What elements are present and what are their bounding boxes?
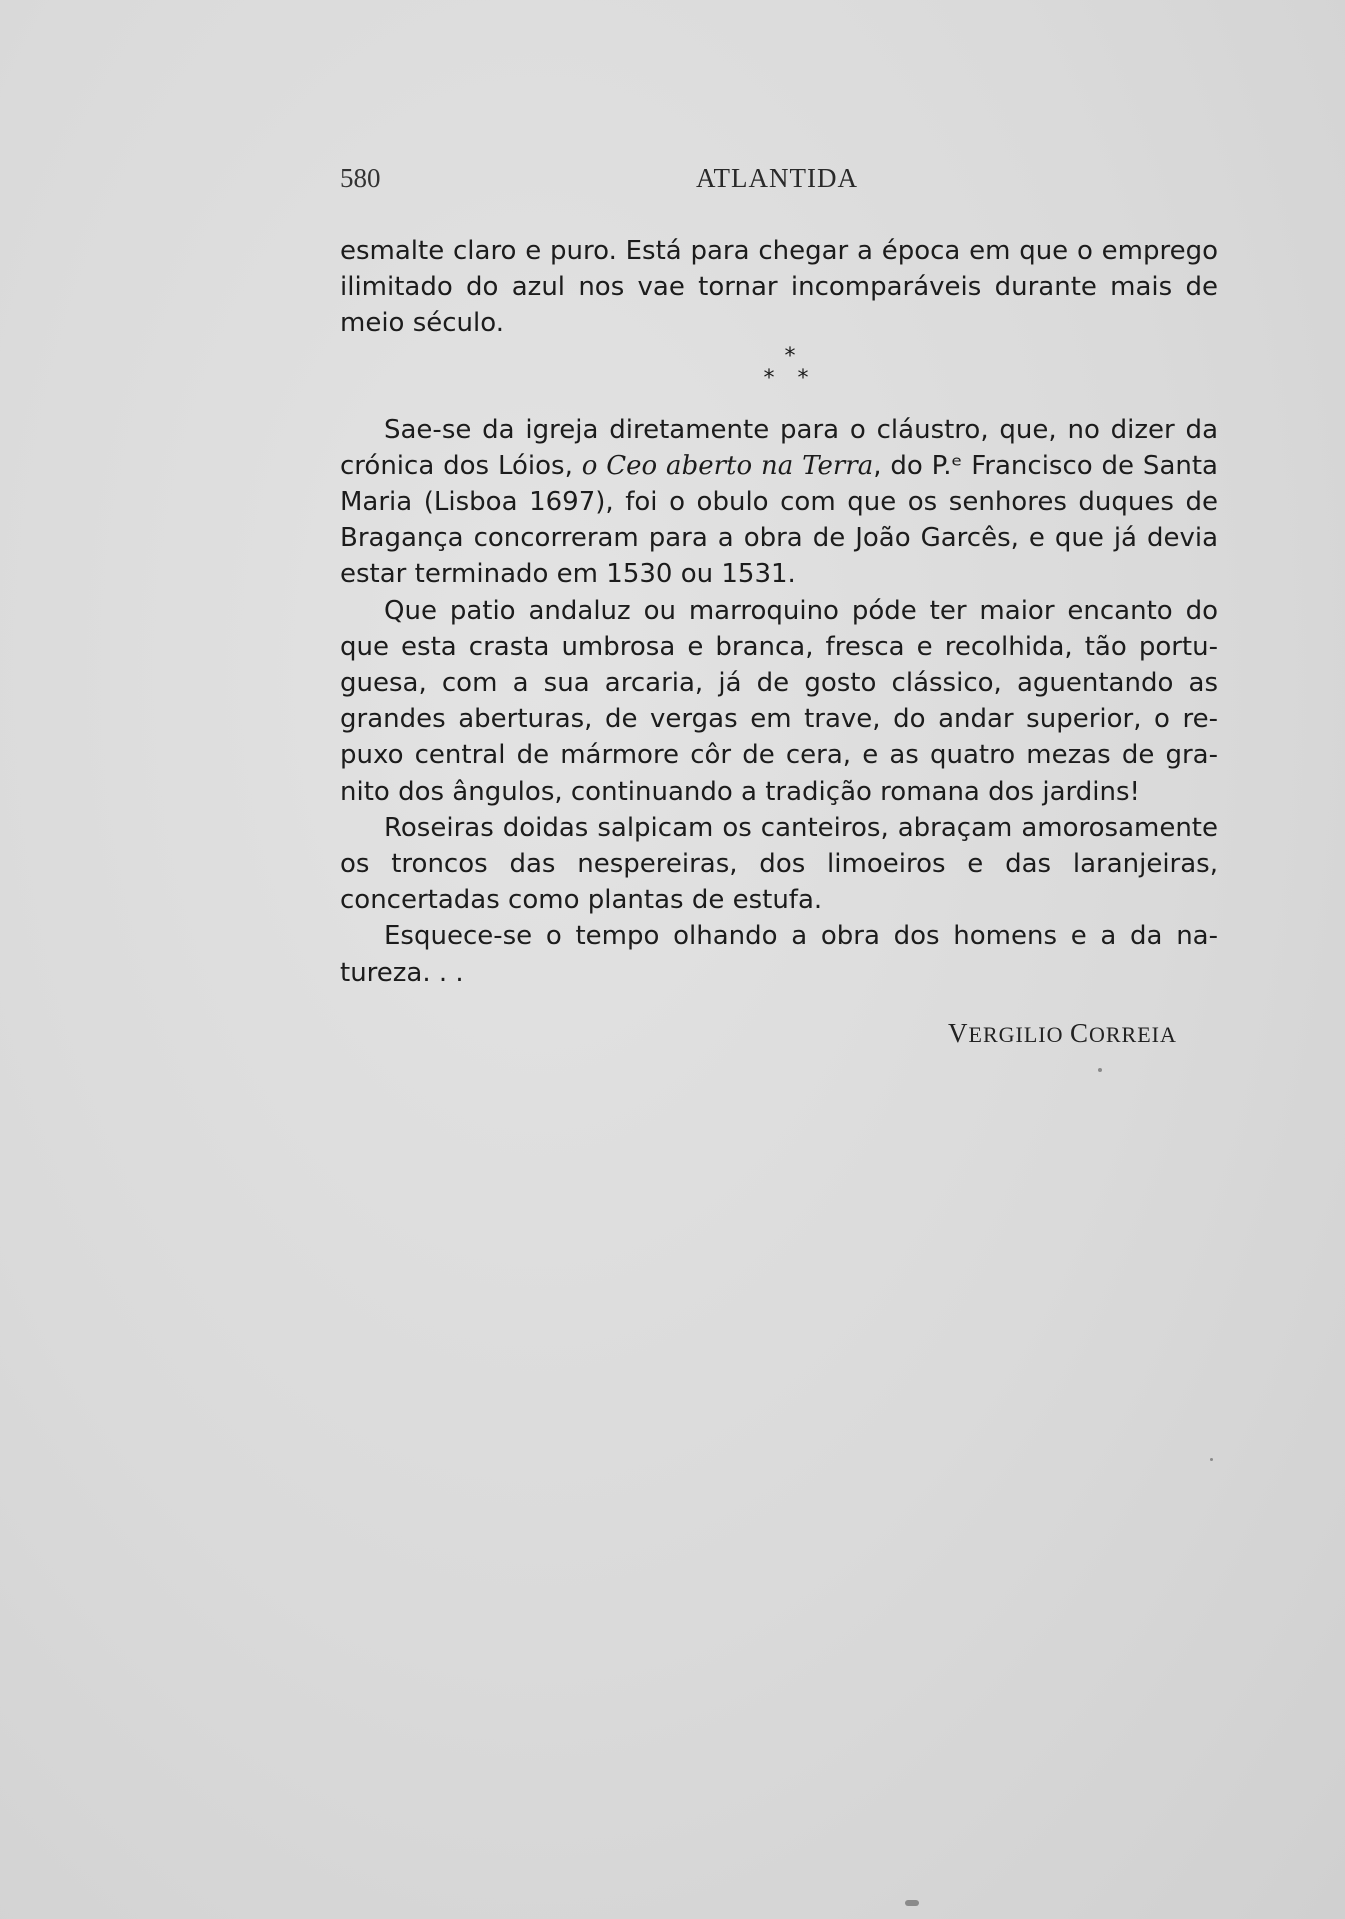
signature-last-rest: ORREIA: [1089, 1022, 1177, 1047]
body-text: [340, 233, 1218, 991]
asterism-top: *: [784, 343, 796, 369]
paragraph-cloister: [340, 412, 1218, 593]
author-signature: [948, 1018, 1177, 1049]
paragraph-cloister-end: , do P.ᵉ Francisco de Santa Maria (Lisboa 1697), foi o obulo com que os senhores duques de Bragança concorreram para a obra de João Garcês, e que já devia estar terminado em 1530 ou 1531.: [340, 450, 1218, 590]
signature-last-initial: C: [1069, 1018, 1089, 1048]
signature-first-rest: ERGILIO: [968, 1022, 1064, 1047]
page-number: 580: [340, 163, 381, 193]
section-asterism: [340, 343, 1218, 391]
page-header: [340, 163, 1220, 197]
paragraph-patio: Que patio andaluz ou marroquino póde ter maior encanto do que esta crasta umbrosa e branca, fresca e recolhida, tão portuguesa, com a sua arcaria, já de gosto clássico, aguentando as grandes aberturas, de vergas em trave, do andar superior, o repuxo central de mármore côr de cera, e as quatro mezas de granito dos ângulos, continuando a tradição romana dos jardins!: [340, 595, 1218, 807]
paragraph-roses: Roseiras doidas salpicam os canteiros, abraçam amorosamente os troncos das nespereiras, dos limoeiros e das laranjeiras, concertadas como plantas de estufa.: [340, 812, 1218, 916]
book-title-italic: o Ceo aberto na Terra: [581, 450, 874, 481]
signature-first-initial: V: [948, 1018, 969, 1048]
paragraph-continued: esmalte claro e puro. Está para chegar a época em que o emprego ilimitado do azul nos vae tornar incomparáveis durante mais de meio século.: [340, 236, 1218, 339]
paper-speck: [1098, 1068, 1102, 1072]
paper-speck: [905, 1900, 919, 1906]
asterism-bottom: * *: [763, 365, 817, 391]
paragraph-closing: Esquece-se o tempo olhando a obra dos homens e a da natureza. . .: [340, 921, 1218, 988]
running-title: ATLANTIDA: [696, 163, 858, 193]
paragraph-cloister-start: Sae-se da igreja diretamente para o cláustro, que, no dizer da crónica dos Lóios,: [340, 414, 1218, 481]
paper-speck: [1210, 1458, 1213, 1461]
